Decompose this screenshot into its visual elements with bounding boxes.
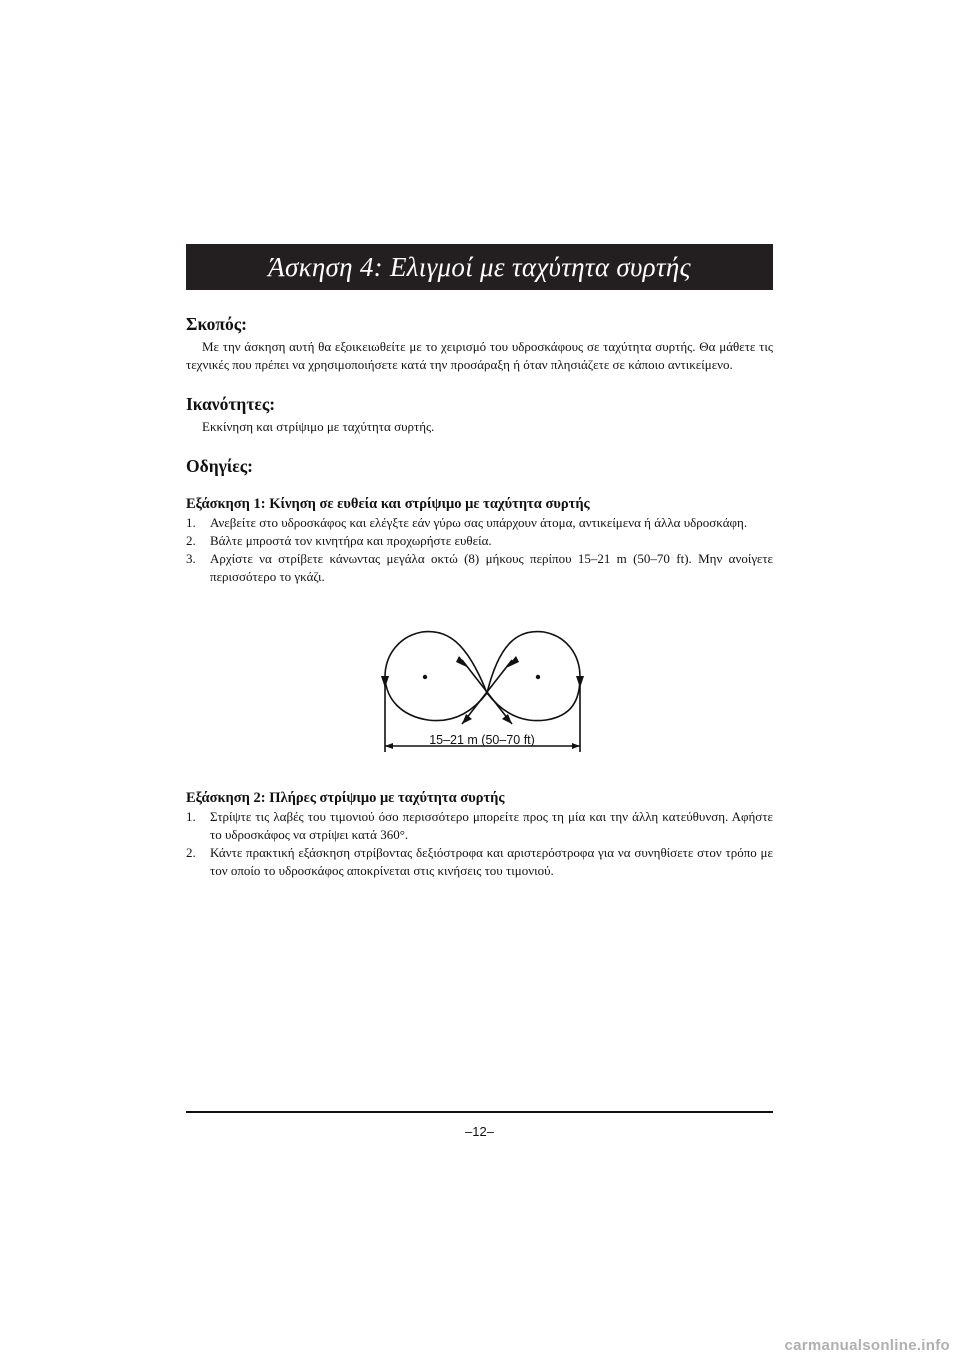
list-item: 3. Αρχίστε να στρίβετε κάνωντας μεγάλα οκτώ (8) μήκους περίπου 15–21 m (50–70 ft). Μην ανοίγετε περισσότερο το γκάζι. (186, 551, 773, 584)
right-center-dot (536, 675, 540, 679)
exercise1-steps (186, 514, 773, 586)
skills-text: Εκκίνηση και στρίψιμο με ταχύτητα συρτής. (202, 419, 435, 434)
page-number: –12– (465, 1124, 494, 1139)
content-lower (186, 788, 773, 880)
footer-rule (186, 1111, 773, 1113)
skills-heading: Ικανότητες: (186, 394, 276, 414)
page-title: Άσκηση 4: Ελιγμοί με ταχύτητα συρτής (268, 251, 691, 282)
list-item: 2. Βάλτε μπροστά τον κινητήρα και προχωρήστε ευθεία. (186, 533, 492, 548)
list-item: 2. Κάντε πρακτική εξάσκηση στρίβοντας δεξιόστροφα και αριστερόστροφα για να συνηθίσετε στον τρόπο με τον οποίο το υδροσκάφος αποκρίνεται στις κινήσεις του τιμονιού. (186, 845, 773, 878)
left-center-dot (423, 675, 427, 679)
title-banner (186, 244, 773, 290)
exercise2-heading: Εξάσκηση 2: Πλήρες στρίψιμο με ταχύτητα συρτής (186, 790, 505, 806)
purpose-heading: Σκοπός: (186, 314, 247, 334)
purpose-text: Με την άσκηση αυτή θα εξοικειωθείτε με το χειρισμό του υδροσκάφους σε ταχύτητα συρτής. Θα μάθετε τις τεχνικές που πρέπει να χρησιμοποιήσετε κατά την προσάραξη ή όταν πλησιάζετε σε κάποιο αντικείμενο. (186, 339, 773, 372)
arrow-upper-left-icon (456, 656, 469, 668)
left-loop-path (385, 632, 487, 721)
arrow-right-icon (576, 676, 584, 688)
list-item: 1. Στρίψτε τις λαβές του τιμονιού όσο περισσότερο μπορείτε προς τη μία και την άλλη κατεύθυνση. Αφήστε το υδροσκάφος να στρίψει κατά 360°. (186, 809, 773, 842)
diagram-label: 15–21 m (50–70 ft) (429, 733, 535, 747)
list-item: 1. Ανεβείτε στο υδροσκάφος και ελέγξτε εάν γύρω σας υπάρχουν άτομα, αντικείμενα ή άλλα υδροσκάφη. (186, 515, 748, 530)
exercise2-steps (186, 808, 773, 880)
watermark: carmanualsonline.info (784, 1337, 950, 1354)
arrow-lower-right-icon (502, 714, 512, 724)
arrow-upper-right-icon (506, 656, 519, 668)
arrow-left-icon (381, 676, 389, 688)
exercise1-heading: Εξάσκηση 1: Κίνηση σε ευθεία και στρίψιμο με ταχύτητα συρτής (186, 496, 590, 512)
right-loop-path (487, 632, 580, 721)
instructions-heading: Οδηγίες: (186, 456, 253, 476)
arrow-lower-left-icon (462, 714, 472, 724)
content (186, 312, 773, 586)
